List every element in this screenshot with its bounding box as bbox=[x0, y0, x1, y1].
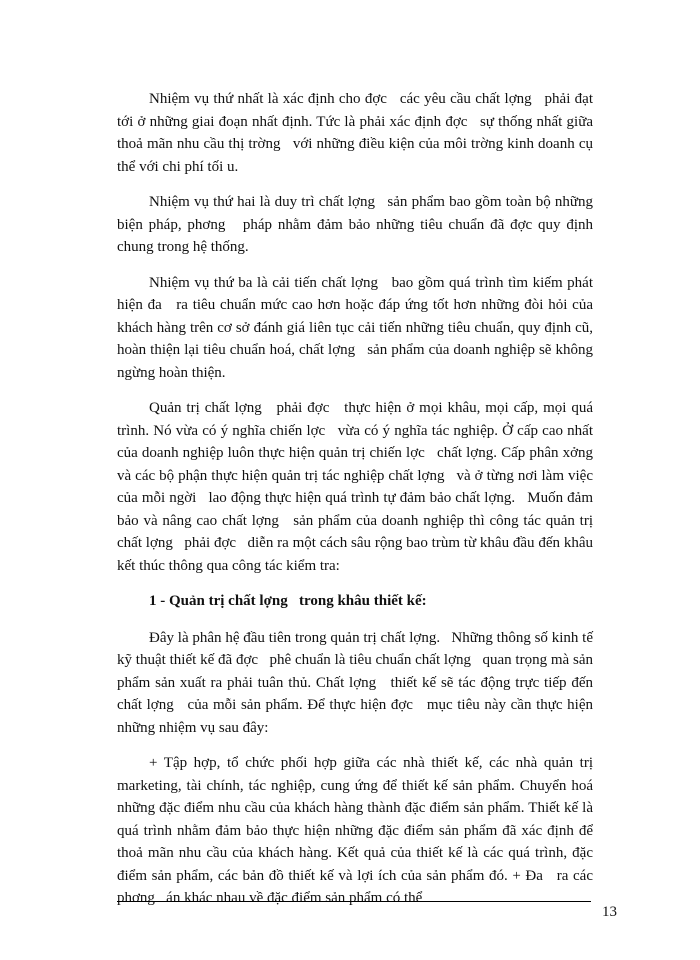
page-number: 13 bbox=[602, 904, 617, 920]
paragraph-quality-management: Quản trị chất lợng phải đợc thực hiện ở mọi khâu, mọi cấp, mọi quá trình. Nó vừa có ý nghĩa chiến lợc vừa có ý nghĩa tác nghiệp. Ở cấp cao nhất của doanh nghiệp luôn thực hiện quản trị chiến lợc chất lợng. Cấp phân xởng và các bộ phận thực hiện quản trị tác nghiệp chất lợng và ở từng nơi làm việc của mỗi ngời lao động thực hiện quá trình tự đảm bảo chất lợng. Muốn đảm bảo và nâng cao chất lợng sản phẩm của doanh nghiệp thì công tác quản trị chất lợng phải đợc diễn ra một cách sâu rộng bao trùm từ khâu đầu đến khâu kết thúc thông qua công tác kiểm tra: bbox=[117, 400, 605, 574]
paragraph-task-two: Nhiệm vụ thứ hai là duy trì chất lợng sản phẩm bao gồm toàn bộ những biện pháp, phơng pháp nhằm đảm bảo những tiêu chuẩn đã đợc quy định chung trong hệ thống. bbox=[117, 194, 597, 255]
section-heading: 1 - Quản trị chất lợng trong khâu thiết kế: bbox=[149, 593, 427, 609]
paragraph-task-three: Nhiệm vụ thứ ba là cải tiến chất lợng bao gồm quá trình tìm kiếm phát hiện đa ra tiêu chuẩn mức cao hơn hoặc đáp ứng tốt hơn những đòi hỏi của khách hàng trên cơ sở đánh giá liên tục cải tiến những tiêu chuẩn, quy định cũ, hoàn thiện lại tiêu chuẩn hoá, chất lợng sản phẩm của doanh nghiệp sẽ không ngừng hoàn thiện. bbox=[117, 274, 597, 381]
paragraph-design-phase: Đây là phân hệ đầu tiên trong quản trị chất lợng. Những thông số kinh tế kỹ thuật thiết kế đã đợc phê chuẩn là tiêu chuẩn chất lợng quan trọng mà sản phẩm sản xuất ra phải tuân thủ. Chất lợng thiết kế sẽ tác động trực tiếp đến chất lợng của mỗi sản phẩm. Để thực hiện đợc mục tiêu này cần thực hiện những nhiệm vụ sau đây: bbox=[117, 629, 597, 736]
paragraph-task-one: Nhiệm vụ thứ nhất là xác định cho đợc các yêu cầu chất lợng phải đạt tới ở những giai đoạn nhất định. Tức là phải xác định đợc sự thống nhất giữa thoả mãn nhu cầu thị trờng với những điều kiện của môi trờng kinh doanh cụ thể với chi phí tối u. bbox=[117, 91, 597, 175]
paragraph-design-tasks: + Tập hợp, tổ chức phối hợp giữa các nhà thiết kế, các nhà quản trị marketing, tài chính, tác nghiệp, cung ứng để thiết kế sản phẩm. Chuyển hoá những đặc điểm nhu cầu của khách hàng thành đặc điểm sản phẩm. Thiết kế là quá trình nhằm đảm bảo thực hiện những đặc điểm sản phẩm đã xác định để thoả mãn nhu cầu của khách hàng. Kết quả của thiết kế là các quá trình, đặc điểm sản phẩm, các bản đồ thiết kế và lợi ích của sản phẩm đó. + Đa ra các phơng án khác nhau về đặc điểm sản phẩm có thể bbox=[117, 755, 597, 906]
footer-divider bbox=[117, 901, 591, 902]
page-body bbox=[117, 88, 605, 923]
